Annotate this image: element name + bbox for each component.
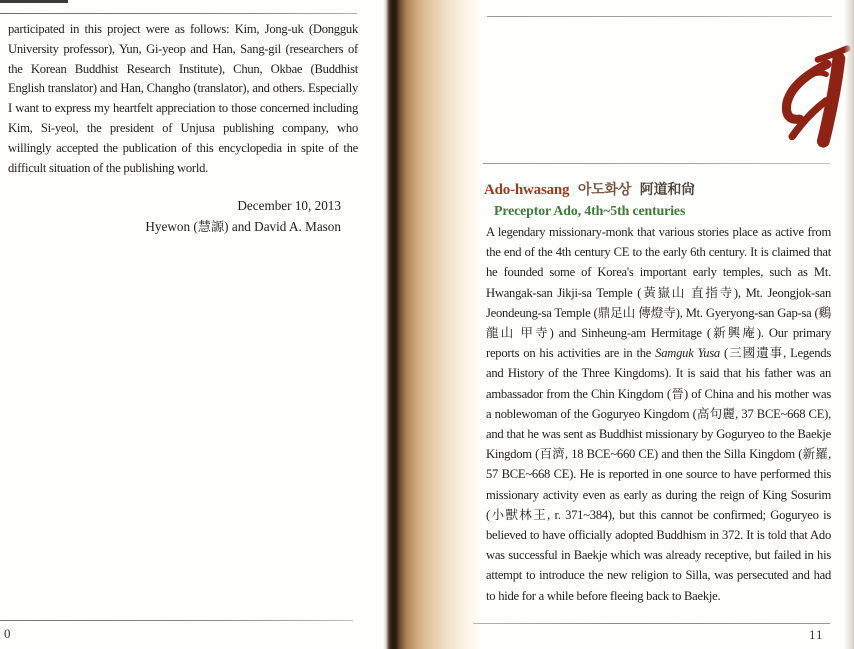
left-page-bottom-rule [0,620,353,621]
entry-body-italic-book-title: Samguk Yusa [655,346,720,361]
entry-title-romanized: Ado-hwasang [484,182,570,198]
entry-subtitle: Preceptor Ado, 4th~5th centuries [494,203,686,218]
right-page-bottom-rule [473,623,830,624]
section-initial-letter-a-icon [759,44,851,154]
right-page-number: 11 [809,627,824,642]
entry-divider-rule [483,163,830,164]
entry-body-text: A legendary missionary-monk that various stories place as active from the end of the 4th century CE to the early 6th century. It is claimed that he founded some of Korea's important early temples, such as Mt. Hwangak-san Jikji-sa Temple (黃嶽山 直指寺), Mt. Jeongjok-san Jeondeung-sa Temple (鼎足山 傳燈寺), Mt. Gyeryong-san Gap-sa (鷄龍山 甲寺) and Sinheung-am Hermitage (新興庵). Our primary reports on his activities are in the [486,225,831,361]
entry-body-text-continued: (三國遺事, Legends and History of the Three Kingdoms). It is said that his father was an ambassador from the Chin Kingdom (晉) of China and his mother was a noblewoman of the Goguryeo Kingdom (高句麗, 37 BCE~668 CE), and that he was sent as Buddhist missionary by Goguryeo to the Baekje Kingdom (百濟, 18 BCE~660 CE) and then the Silla Kingdom (新羅, 57 BCE~668 CE). He is reported in one source to have performed this missionary activity even as early as during the reign of King Sosurim (小獸林王, r. 371~384), but this cannot be confirmed; Goguryeo is believed to have officially adopted Buddhism in 372. It is told that Ado was successful in Baekje which was already receptive, but failed in his attempt to introduce the new religion to Silla, was persecuted and had to hide for a while before fleeing back to Baekje. [486,346,831,603]
entry-body [486,222,831,606]
page-edge-shading [844,0,854,649]
left-page [0,0,386,649]
date-line: December 10, 2013 [237,198,341,213]
scan-edge-mark [0,0,68,3]
entry-title-hanja: 阿道和尙 [639,182,695,198]
right-page [483,0,854,649]
entry-title-korean: 아도화상 [577,182,632,198]
acknowledgment-paragraph: participated in this project were as follows: Kim, Jong-uk (Dongguk University professor), Yun, Gi-yeop and Han, Sang-gil (researchers of the Korean Buddhist Research Institute), Chun, Okbae (Buddhist English translator) and Han, Changho (translator), and others. Especially I want to express my heartfelt appreciation to those concerned including Kim, Si-yeol, the president of Unjusa publishing company, who willingly accepted the publication of this encyclopedia in spite of the difficult situation of the publishing world. [8,22,358,175]
signoff-block [8,196,341,237]
left-page-top-rule [0,13,357,14]
right-page-top-rule [487,16,832,17]
entry-title [484,179,695,199]
left-page-number: 0 [4,626,11,641]
book-gutter-shadow [383,0,483,649]
authors-line: Hyewon (慧謜) and David A. Mason [145,218,341,234]
